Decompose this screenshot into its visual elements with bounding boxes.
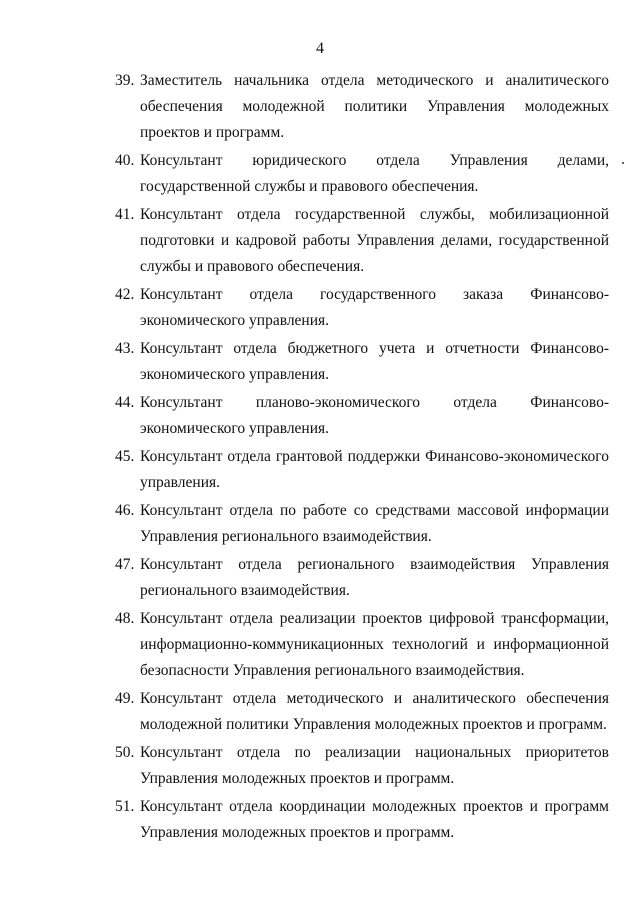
item-number: 44. — [115, 394, 135, 411]
item-number: 42. — [115, 286, 135, 303]
item-number: 41. — [115, 206, 135, 223]
item-number: 39. — [115, 72, 135, 89]
item-text: Консультант отдела реализации проектов цифровой трансформации, информационно-коммуникационных технологий и информационной безопасности Управления регионального взаимодействия. — [140, 610, 609, 679]
item-text: Консультант отдела координации молодежных проектов и программ Управления молодежных проектов и программ. — [140, 798, 609, 841]
list-item — [115, 552, 609, 604]
item-number: 47. — [115, 556, 135, 573]
list-item — [115, 390, 609, 442]
item-text: Консультант планово-экономического отдела Финансово-экономического управления. — [140, 394, 609, 437]
list-item — [115, 282, 609, 334]
item-text: Консультант отдела грантовой поддержки Финансово-экономического управления. — [140, 448, 609, 491]
list-item — [115, 444, 609, 496]
list-item — [115, 606, 609, 684]
list-item — [115, 498, 609, 550]
list-item — [115, 202, 609, 280]
list-item — [115, 148, 609, 200]
item-number: 45. — [115, 448, 135, 465]
item-number: 49. — [115, 690, 135, 707]
list-item — [115, 686, 609, 738]
list-item — [115, 336, 609, 388]
scan-speck — [622, 162, 624, 164]
item-text: Консультант отдела государственной службы, мобилизационной подготовки и кадровой работы Управления делами, государственной службы и правового обеспечения. — [140, 206, 609, 275]
item-text: Консультант отдела по реализации национальных приоритетов Управления молодежных проектов и программ. — [140, 744, 609, 787]
item-text: Консультант отдела государственного заказа Финансово-экономического управления. — [140, 286, 609, 329]
item-text: Консультант отдела бюджетного учета и отчетности Финансово-экономического управления. — [140, 340, 609, 383]
item-text: Консультант юридического отдела Управления делами, государственной службы и правового обеспечения. — [140, 152, 609, 195]
item-number: 40. — [115, 152, 135, 169]
item-text: Заместитель начальника отдела методического и аналитического обеспечения молодежной политики Управления молодежных проектов и программ. — [140, 72, 609, 141]
item-text: Консультант отдела регионального взаимодействия Управления регионального взаимодействия. — [140, 556, 609, 599]
list-item — [115, 794, 609, 846]
item-number: 48. — [115, 610, 135, 627]
item-text: Консультант отдела методического и аналитического обеспечения молодежной политики Управления молодежных проектов и программ. — [140, 690, 609, 733]
list-item — [115, 740, 609, 792]
position-list — [115, 68, 609, 848]
item-text: Консультант отдела по работе со средствами массовой информации Управления регионального взаимодействия. — [140, 502, 609, 545]
list-item — [115, 68, 609, 146]
item-number: 43. — [115, 340, 135, 357]
page-number: 4 — [316, 40, 324, 57]
item-number: 46. — [115, 502, 135, 519]
item-number: 50. — [115, 744, 135, 761]
item-number: 51. — [115, 798, 135, 815]
